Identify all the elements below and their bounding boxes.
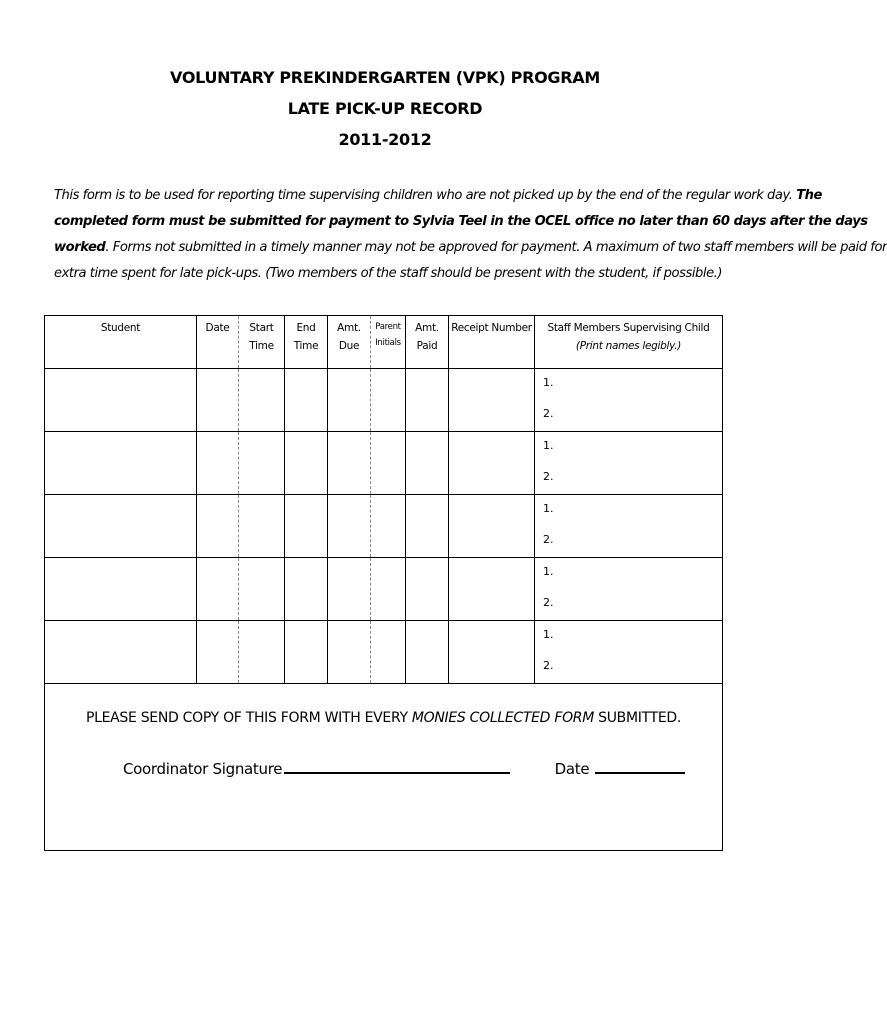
end-time-cell[interactable]	[285, 621, 328, 684]
table-row	[45, 369, 723, 432]
staff-members-cell[interactable]	[535, 558, 723, 621]
amt-due-cell[interactable]	[328, 621, 371, 684]
amt-paid-cell[interactable]	[406, 432, 449, 495]
amt-due-cell[interactable]	[328, 369, 371, 432]
footer-row	[45, 684, 723, 851]
staff-members-cell[interactable]	[535, 495, 723, 558]
date-field[interactable]	[595, 758, 685, 774]
student-cell[interactable]	[45, 558, 197, 621]
staff-slot-1[interactable]: 1.	[543, 502, 554, 515]
program-title: VOLUNTARY PREKINDERGARTEN (VPK) PROGRAM	[170, 68, 600, 87]
parent-initials-cell[interactable]	[371, 558, 406, 621]
instructions-line-2: completed form must be submitted for payment to Sylvia Teel in the OCEL office no later than 60 days after the days	[54, 214, 868, 229]
receipt-number-cell[interactable]	[449, 558, 535, 621]
instructions-line-3: worked. Forms not submitted in a timely manner may not be approved for payment. A maximum of two staff members will be paid for	[54, 240, 887, 255]
instructions-line-4: extra time spent for late pick-ups. (Two members of the staff should be present with the student, if possible.)	[54, 266, 723, 281]
col-student: Student	[45, 316, 197, 369]
staff-slot-1[interactable]: 1.	[543, 565, 554, 578]
student-cell[interactable]	[45, 621, 197, 684]
start-time-cell[interactable]	[239, 432, 285, 495]
staff-slot-1[interactable]: 1.	[543, 376, 554, 389]
send-copy-notice: PLEASE SEND COPY OF THIS FORM WITH EVERY MONIES COLLECTED FORM SUBMITTED.	[85, 710, 682, 726]
signature-row	[123, 758, 685, 778]
staff-slot-2[interactable]: 2.	[543, 533, 554, 546]
instructions-line-1: This form is to be used for reporting time supervising children who are not picked up by the end of the regular work day. The	[54, 188, 822, 203]
end-time-cell[interactable]	[285, 369, 328, 432]
record-title: LATE PICK-UP RECORD	[287, 99, 483, 118]
late-pickup-table	[44, 315, 723, 851]
amt-paid-cell[interactable]	[406, 621, 449, 684]
parent-initials-cell[interactable]	[371, 369, 406, 432]
col-receipt-number: Receipt Number	[449, 316, 535, 369]
table-row	[45, 495, 723, 558]
staff-members-cell[interactable]	[535, 621, 723, 684]
date-cell[interactable]	[197, 432, 239, 495]
staff-slot-1[interactable]: 1.	[543, 628, 554, 641]
receipt-number-cell[interactable]	[449, 432, 535, 495]
coordinator-signature-field[interactable]	[284, 758, 510, 774]
staff-slot-2[interactable]: 2.	[543, 596, 554, 609]
student-cell[interactable]	[45, 369, 197, 432]
table-row	[45, 621, 723, 684]
col-staff-members: Staff Members Supervising Child (Print names legibly.)	[535, 316, 723, 369]
receipt-number-cell[interactable]	[449, 621, 535, 684]
school-year: 2011-2012	[338, 130, 432, 149]
staff-slot-2[interactable]: 2.	[543, 470, 554, 483]
col-date: Date	[197, 316, 239, 369]
col-amt-paid: Amt. Paid	[406, 316, 449, 369]
amt-due-cell[interactable]	[328, 558, 371, 621]
start-time-cell[interactable]	[239, 495, 285, 558]
start-time-cell[interactable]	[239, 558, 285, 621]
amt-due-cell[interactable]	[328, 495, 371, 558]
staff-members-cell[interactable]	[535, 432, 723, 495]
student-cell[interactable]	[45, 495, 197, 558]
footer-cell	[45, 684, 723, 851]
col-parent-initials: Parent Initials	[371, 316, 406, 369]
receipt-number-cell[interactable]	[449, 495, 535, 558]
date-cell[interactable]	[197, 558, 239, 621]
col-start-time: Start Time	[239, 316, 285, 369]
student-cell[interactable]	[45, 432, 197, 495]
date-label: Date	[554, 760, 590, 778]
end-time-cell[interactable]	[285, 558, 328, 621]
parent-initials-cell[interactable]	[371, 621, 406, 684]
table-row	[45, 432, 723, 495]
start-time-cell[interactable]	[239, 621, 285, 684]
date-cell[interactable]	[197, 369, 239, 432]
date-cell[interactable]	[197, 621, 239, 684]
form-title	[0, 62, 770, 155]
amt-paid-cell[interactable]	[406, 369, 449, 432]
header-row	[45, 316, 723, 369]
amt-paid-cell[interactable]	[406, 495, 449, 558]
staff-slot-2[interactable]: 2.	[543, 407, 554, 420]
col-amt-due: Amt. Due	[328, 316, 371, 369]
end-time-cell[interactable]	[285, 432, 328, 495]
amt-paid-cell[interactable]	[406, 558, 449, 621]
staff-slot-1[interactable]: 1.	[543, 439, 554, 452]
receipt-number-cell[interactable]	[449, 369, 535, 432]
staff-members-cell[interactable]	[535, 369, 723, 432]
staff-slot-2[interactable]: 2.	[543, 659, 554, 672]
instructions-paragraph	[54, 183, 887, 287]
col-end-time: End Time	[285, 316, 328, 369]
parent-initials-cell[interactable]	[371, 432, 406, 495]
parent-initials-cell[interactable]	[371, 495, 406, 558]
date-cell[interactable]	[197, 495, 239, 558]
table-row	[45, 558, 723, 621]
amt-due-cell[interactable]	[328, 432, 371, 495]
end-time-cell[interactable]	[285, 495, 328, 558]
start-time-cell[interactable]	[239, 369, 285, 432]
coordinator-signature-label: Coordinator Signature	[123, 760, 283, 778]
